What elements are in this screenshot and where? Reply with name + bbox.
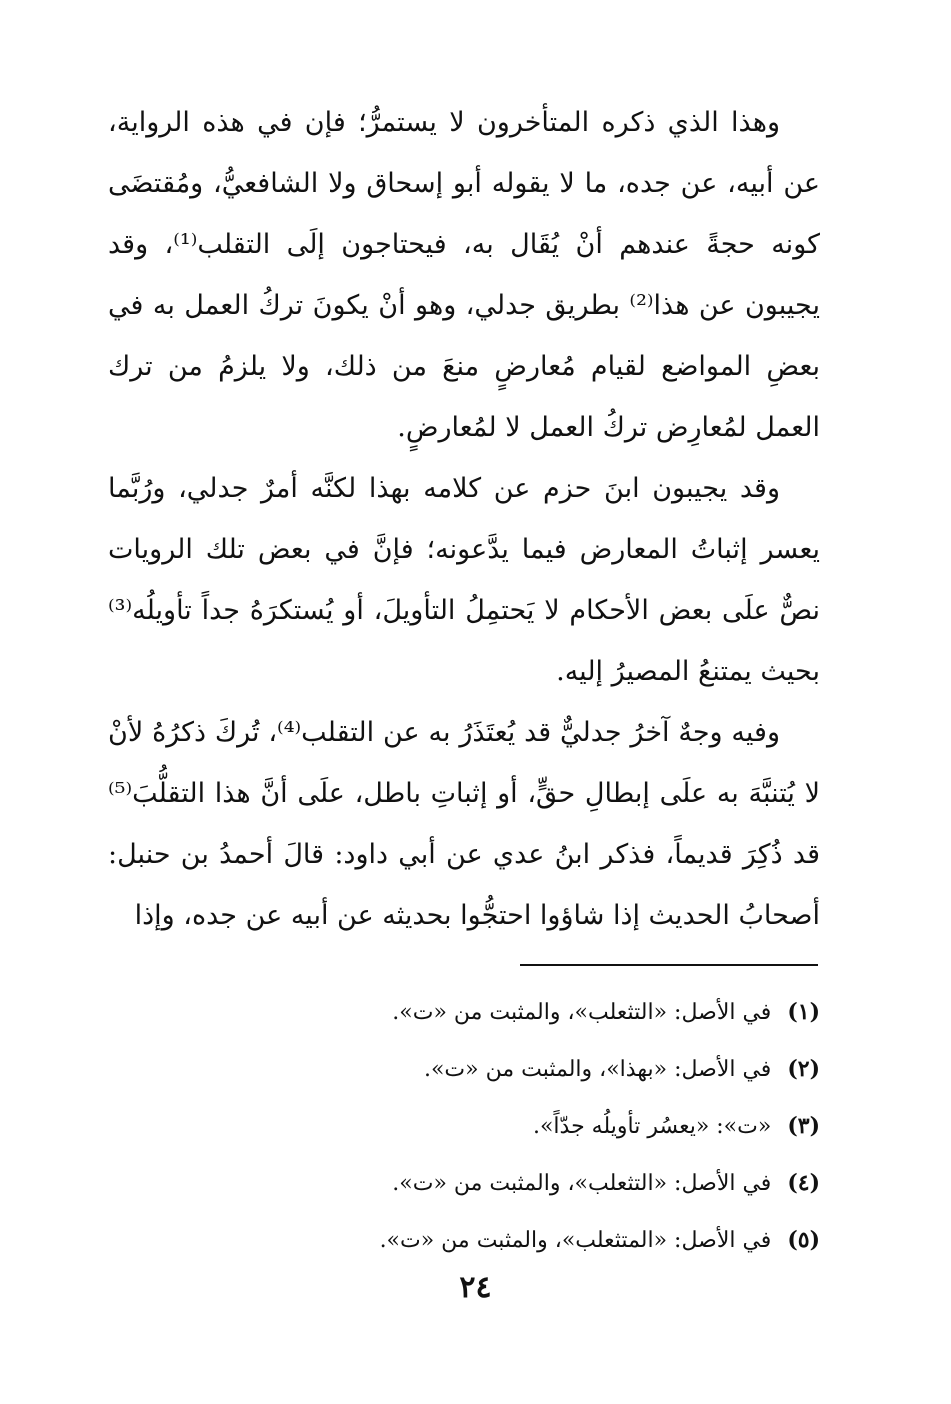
footnote-text: في الأصل: «التثعلب»، والمثبت من «ت». bbox=[392, 1000, 772, 1025]
footnote-number: (٣) bbox=[787, 1113, 820, 1139]
footnote bbox=[108, 984, 820, 1041]
footnote bbox=[108, 1212, 820, 1269]
paragraph: وقد يجيبون ابنَ حزم عن كلامه بهذا لكنَّه أمرٌ جدلي، ورُبَّما يعسر إثباتُ المعارض فيما يدَّعونه؛ فإنَّ في بعض تلك الرويات نصٌّ علَى بعض الأحكام لا يَحتمِلُ التأويلَ، أو يُستكرَهُ جداً تأويلُه⁽³⁾ بحيث يمتنعُ المصيرُ إليه. bbox=[108, 473, 820, 687]
footnotes bbox=[108, 984, 820, 1269]
footnote-number: (١) bbox=[787, 999, 820, 1025]
footnote-number: (٥) bbox=[787, 1227, 820, 1253]
footnote-text: «ت»: «يعسُر تأويلُه جدّاً». bbox=[532, 1114, 772, 1139]
footnote-number: (٤) bbox=[787, 1170, 820, 1196]
footnote-text: في الأصل: «المتثعلب»، والمثبت من «ت». bbox=[379, 1228, 772, 1253]
footnote-text: في الأصل: «التثعلب»، والمثبت من «ت». bbox=[392, 1171, 772, 1196]
footnote-text: في الأصل: «بهذا»، والمثبت من «ت». bbox=[423, 1057, 772, 1082]
footnote bbox=[108, 1041, 820, 1098]
paragraph: وهذا الذي ذكره المتأخرون لا يستمرُّ؛ فإن في هذه الرواية، عن أبيه، عن جده، ما لا يقوله أبو إسحاق ولا الشافعيُّ، ومُقتضَى كونه حجةً عندهم أنْ يُقَال به، فيحتاجون إلَى التقلب⁽¹⁾، وقد يجيبون عن هذا⁽²⁾ بطريق جدلي، وهو أنْ يكونَ تركُ العمل به في بعضِ المواضع لقيام مُعارضٍ منعَ من ذلك، ولا يلزمُ من ترك العمل لمُعارِض تركُ العمل لا لمُعارضٍ. bbox=[108, 107, 820, 443]
paragraph: وفيه وجهٌ آخرُ جدليٌّ قد يُعتَذَرُ به عن التقلب⁽⁴⁾، تُركَ ذكرُهُ لأنْ لا يُتنبَّهَ به علَى إبطالِ حقٍّ، أو إثباتِ باطل، علَى أنَّ هذا التقلُّبَ⁽⁵⁾ قد ذُكِرَ قديماً، فذكر ابنُ عدي عن أبي داود: قالَ أحمدُ بن حنبل: أصحابُ الحديث إذا شاؤوا احتجُّوا بحديثه عن أبيه عن جده، وإذا bbox=[108, 717, 820, 931]
footnote bbox=[108, 1098, 820, 1155]
footnote bbox=[108, 1155, 820, 1212]
main-text bbox=[108, 92, 820, 946]
footnote-number: (٢) bbox=[787, 1056, 820, 1082]
page-number: ٢٤ bbox=[459, 1270, 492, 1305]
footnote-separator bbox=[520, 964, 818, 966]
